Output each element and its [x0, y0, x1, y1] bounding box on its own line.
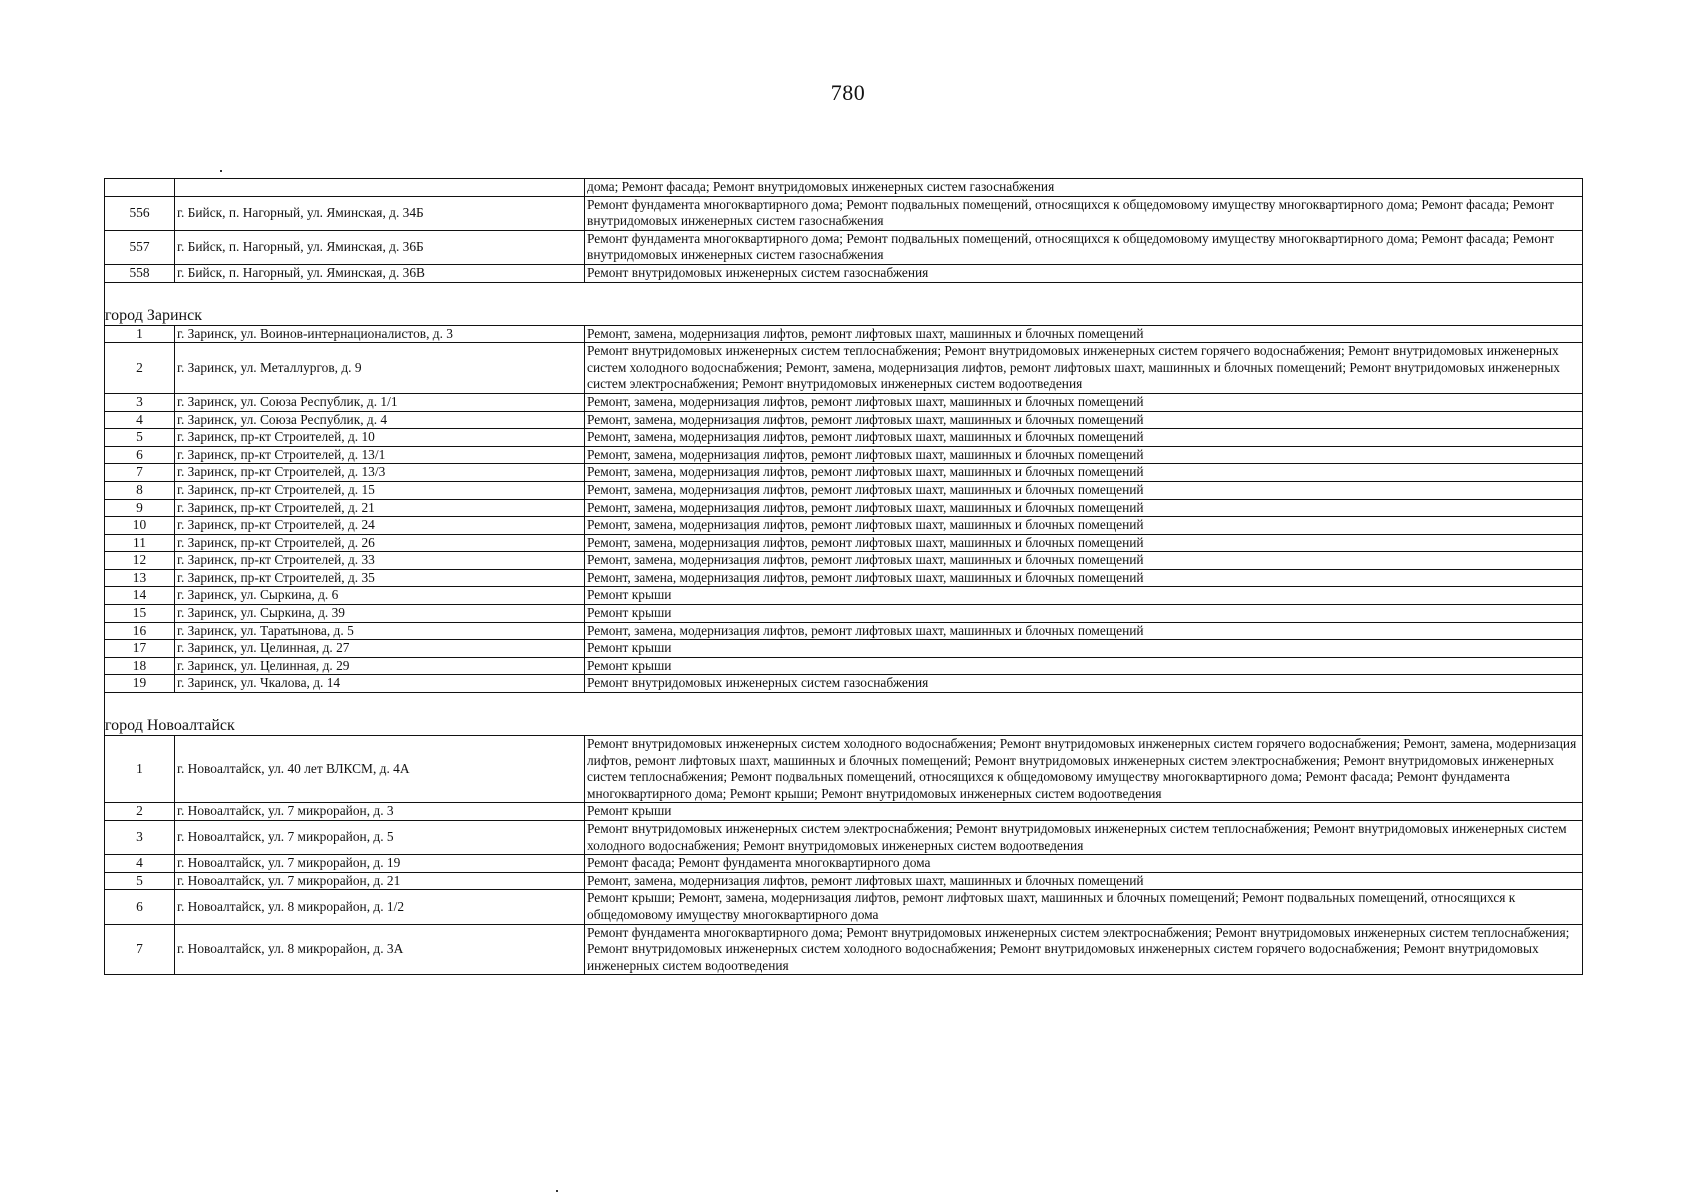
row-number: 556: [105, 196, 175, 230]
row-address: г. Новоалтайск, ул. 7 микрорайон, д. 5: [175, 821, 585, 855]
table-row: [105, 622, 1583, 640]
row-number: 7: [105, 924, 175, 975]
table-row: [105, 230, 1583, 264]
table-row: [105, 464, 1583, 482]
row-works: Ремонт внутридомовых инженерных систем холодного водоснабжения; Ремонт внутридомовых инженерных систем горячего водоснабжения; Ремонт, замена, модернизация лифтов, ремонт лифтовых шахт, машинных и блочных помещений; Ремонт внутридомовых инженерных систем электроснабжения; Ремонт внутридомовых инженерных систем теплоснабжения; Ремонт подвальных помещений, относящихся к общедомовому имуществу многоквартирного дома; Ремонт фасада; Ремонт фундамента многоквартирного дома; Ремонт крыши; Ремонт внутридомовых инженерных систем водоотведения: [585, 736, 1583, 803]
table-row: [105, 855, 1583, 873]
table-row: [105, 534, 1583, 552]
row-address: г. Бийск, п. Нагорный, ул. Яминская, д. 36Б: [175, 230, 585, 264]
row-works: Ремонт, замена, модернизация лифтов, ремонт лифтовых шахт, машинных и блочных помещений: [585, 481, 1583, 499]
row-number: 1: [105, 325, 175, 343]
row-works: Ремонт, замена, модернизация лифтов, ремонт лифтовых шахт, машинных и блочных помещений: [585, 446, 1583, 464]
repair-table-container: [104, 178, 1582, 975]
table-row: [105, 657, 1583, 675]
row-number: 2: [105, 343, 175, 394]
row-number: 15: [105, 605, 175, 623]
row-address: г. Новоалтайск, ул. 7 микрорайон, д. 19: [175, 855, 585, 873]
row-works: дома; Ремонт фасада; Ремонт внутридомовых инженерных систем газоснабжения: [585, 179, 1583, 197]
row-works: Ремонт фундамента многоквартирного дома; Ремонт внутридомовых инженерных систем электроснабжения; Ремонт внутридомовых инженерных систем теплоснабжения; Ремонт внутридомовых инженерных систем холодного водоснабжения; Ремонт внутридомовых инженерных систем горячего водоснабжения; Ремонт внутридомовых инженерных систем водоотведения: [585, 924, 1583, 975]
row-works: Ремонт, замена, модернизация лифтов, ремонт лифтовых шахт, машинных и блочных помещений: [585, 534, 1583, 552]
row-address: г. Заринск, ул. Таратынова, д. 5: [175, 622, 585, 640]
table-row: [105, 393, 1583, 411]
row-works: Ремонт, замена, модернизация лифтов, ремонт лифтовых шахт, машинных и блочных помещений: [585, 411, 1583, 429]
row-number: 13: [105, 569, 175, 587]
row-works: Ремонт внутридомовых инженерных систем газоснабжения: [585, 264, 1583, 282]
row-works: Ремонт, замена, модернизация лифтов, ремонт лифтовых шахт, машинных и блочных помещений: [585, 872, 1583, 890]
row-number: 3: [105, 821, 175, 855]
section-title: город Новоалтайск: [105, 693, 1583, 736]
row-number: 10: [105, 517, 175, 535]
row-address: г. Заринск, пр-кт Строителей, д. 35: [175, 569, 585, 587]
row-works: Ремонт, замена, модернизация лифтов, ремонт лифтовых шахт, машинных и блочных помещений: [585, 552, 1583, 570]
row-number: 11: [105, 534, 175, 552]
row-works: Ремонт, замена, модернизация лифтов, ремонт лифтовых шахт, машинных и блочных помещений: [585, 464, 1583, 482]
row-number: 4: [105, 855, 175, 873]
row-works: Ремонт крыши: [585, 657, 1583, 675]
page-number: 780: [830, 80, 866, 105]
row-works: Ремонт, замена, модернизация лифтов, ремонт лифтовых шахт, машинных и блочных помещений: [585, 569, 1583, 587]
row-number: 19: [105, 675, 175, 693]
row-works: Ремонт внутридомовых инженерных систем теплоснабжения; Ремонт внутридомовых инженерных систем горячего водоснабжения; Ремонт внутридомовых инженерных систем холодного водоснабжения; Ремонт, замена, модернизация лифтов, ремонт лифтовых шахт, машинных и блочных помещений; Ремонт внутридомовых инженерных систем электроснабжения; Ремонт внутридомовых инженерных систем водоотведения: [585, 343, 1583, 394]
row-works: Ремонт внутридомовых инженерных систем газоснабжения: [585, 675, 1583, 693]
row-works: Ремонт, замена, модернизация лифтов, ремонт лифтовых шахт, машинных и блочных помещений: [585, 517, 1583, 535]
table-row: [105, 343, 1583, 394]
row-number: 7: [105, 464, 175, 482]
scan-speck: [556, 1190, 558, 1192]
row-address: г. Новоалтайск, ул. 7 микрорайон, д. 21: [175, 872, 585, 890]
table-row: [105, 411, 1583, 429]
row-number: 18: [105, 657, 175, 675]
row-address: г. Заринск, ул. Союза Республик, д. 4: [175, 411, 585, 429]
scan-speck: [220, 170, 222, 172]
row-number: [105, 179, 175, 197]
row-works: Ремонт крыши; Ремонт, замена, модернизация лифтов, ремонт лифтовых шахт, машинных и блочных помещений; Ремонт подвальных помещений, относящихся к общедомовому имуществу многоквартирного дома: [585, 890, 1583, 924]
table-row: [105, 264, 1583, 282]
row-number: 16: [105, 622, 175, 640]
row-works: Ремонт, замена, модернизация лифтов, ремонт лифтовых шахт, машинных и блочных помещений: [585, 393, 1583, 411]
row-number: 9: [105, 499, 175, 517]
row-address: г. Бийск, п. Нагорный, ул. Яминская, д. 34Б: [175, 196, 585, 230]
row-address: г. Новоалтайск, ул. 7 микрорайон, д. 3: [175, 803, 585, 821]
row-number: 3: [105, 393, 175, 411]
table-row: [105, 325, 1583, 343]
row-number: 2: [105, 803, 175, 821]
row-number: 4: [105, 411, 175, 429]
table-row: [105, 517, 1583, 535]
table-row: [105, 569, 1583, 587]
row-works: Ремонт фасада; Ремонт фундамента многоквартирного дома: [585, 855, 1583, 873]
row-address: г. Заринск, пр-кт Строителей, д. 21: [175, 499, 585, 517]
row-address: г. Заринск, пр-кт Строителей, д. 15: [175, 481, 585, 499]
table-body: [105, 179, 1583, 975]
row-address: г. Заринск, ул. Чкалова, д. 14: [175, 675, 585, 693]
row-address: г. Заринск, ул. Воинов-интернационалистов, д. 3: [175, 325, 585, 343]
row-address: г. Заринск, пр-кт Строителей, д. 26: [175, 534, 585, 552]
row-address: г. Новоалтайск, ул. 8 микрорайон, д. 3А: [175, 924, 585, 975]
row-number: 5: [105, 872, 175, 890]
row-works: Ремонт, замена, модернизация лифтов, ремонт лифтовых шахт, машинных и блочных помещений: [585, 325, 1583, 343]
row-address: г. Новоалтайск, ул. 40 лет ВЛКСМ, д. 4А: [175, 736, 585, 803]
table-row: [105, 446, 1583, 464]
table-row: [105, 499, 1583, 517]
table-row: [105, 736, 1583, 803]
table-row-continuation: [105, 179, 1583, 197]
row-number: 6: [105, 446, 175, 464]
row-address: г. Заринск, ул. Металлургов, д. 9: [175, 343, 585, 394]
row-address: г. Бийск, п. Нагорный, ул. Яминская, д. 36В: [175, 264, 585, 282]
repair-table: [104, 178, 1583, 975]
row-works: Ремонт внутридомовых инженерных систем электроснабжения; Ремонт внутридомовых инженерных систем теплоснабжения; Ремонт внутридомовых инженерных систем холодного водоснабжения; Ремонт внутридомовых инженерных систем водоотведения: [585, 821, 1583, 855]
row-address: [175, 179, 585, 197]
row-works: Ремонт фундамента многоквартирного дома; Ремонт подвальных помещений, относящихся к общедомовому имуществу многоквартирного дома; Ремонт фасада; Ремонт внутридомовых инженерных систем газоснабжения: [585, 196, 1583, 230]
row-address: г. Заринск, пр-кт Строителей, д. 24: [175, 517, 585, 535]
row-address: г. Заринск, ул. Союза Республик, д. 1/1: [175, 393, 585, 411]
table-row: [105, 890, 1583, 924]
row-works: Ремонт крыши: [585, 605, 1583, 623]
row-address: г. Заринск, пр-кт Строителей, д. 13/3: [175, 464, 585, 482]
row-number: 8: [105, 481, 175, 499]
row-number: 14: [105, 587, 175, 605]
row-works: Ремонт, замена, модернизация лифтов, ремонт лифтовых шахт, машинных и блочных помещений: [585, 429, 1583, 447]
table-row: [105, 587, 1583, 605]
table-row: [105, 821, 1583, 855]
row-number: 17: [105, 640, 175, 658]
table-row: [105, 675, 1583, 693]
row-number: 557: [105, 230, 175, 264]
table-row: [105, 605, 1583, 623]
row-address: г. Заринск, ул. Сыркина, д. 39: [175, 605, 585, 623]
row-number: 558: [105, 264, 175, 282]
table-row: [105, 640, 1583, 658]
row-number: 5: [105, 429, 175, 447]
row-works: Ремонт крыши: [585, 640, 1583, 658]
table-row: [105, 429, 1583, 447]
row-address: г. Заринск, пр-кт Строителей, д. 10: [175, 429, 585, 447]
section-header-row: [105, 693, 1583, 736]
section-header-row: [105, 282, 1583, 325]
row-number: 6: [105, 890, 175, 924]
table-row: [105, 924, 1583, 975]
row-works: Ремонт, замена, модернизация лифтов, ремонт лифтовых шахт, машинных и блочных помещений: [585, 499, 1583, 517]
row-address: г. Новоалтайск, ул. 8 микрорайон, д. 1/2: [175, 890, 585, 924]
table-row: [105, 872, 1583, 890]
row-works: Ремонт крыши: [585, 587, 1583, 605]
table-row: [105, 481, 1583, 499]
row-number: 1: [105, 736, 175, 803]
row-address: г. Заринск, пр-кт Строителей, д. 33: [175, 552, 585, 570]
row-address: г. Заринск, ул. Целинная, д. 27: [175, 640, 585, 658]
table-row: [105, 803, 1583, 821]
row-address: г. Заринск, ул. Целинная, д. 29: [175, 657, 585, 675]
table-row: [105, 552, 1583, 570]
row-works: Ремонт крыши: [585, 803, 1583, 821]
section-title: город Заринск: [105, 282, 1583, 325]
row-works: Ремонт фундамента многоквартирного дома; Ремонт подвальных помещений, относящихся к общедомовому имуществу многоквартирного дома; Ремонт фасада; Ремонт внутридомовых инженерных систем газоснабжения: [585, 230, 1583, 264]
row-works: Ремонт, замена, модернизация лифтов, ремонт лифтовых шахт, машинных и блочных помещений: [585, 622, 1583, 640]
row-address: г. Заринск, ул. Сыркина, д. 6: [175, 587, 585, 605]
row-number: 12: [105, 552, 175, 570]
table-row: [105, 196, 1583, 230]
row-address: г. Заринск, пр-кт Строителей, д. 13/1: [175, 446, 585, 464]
